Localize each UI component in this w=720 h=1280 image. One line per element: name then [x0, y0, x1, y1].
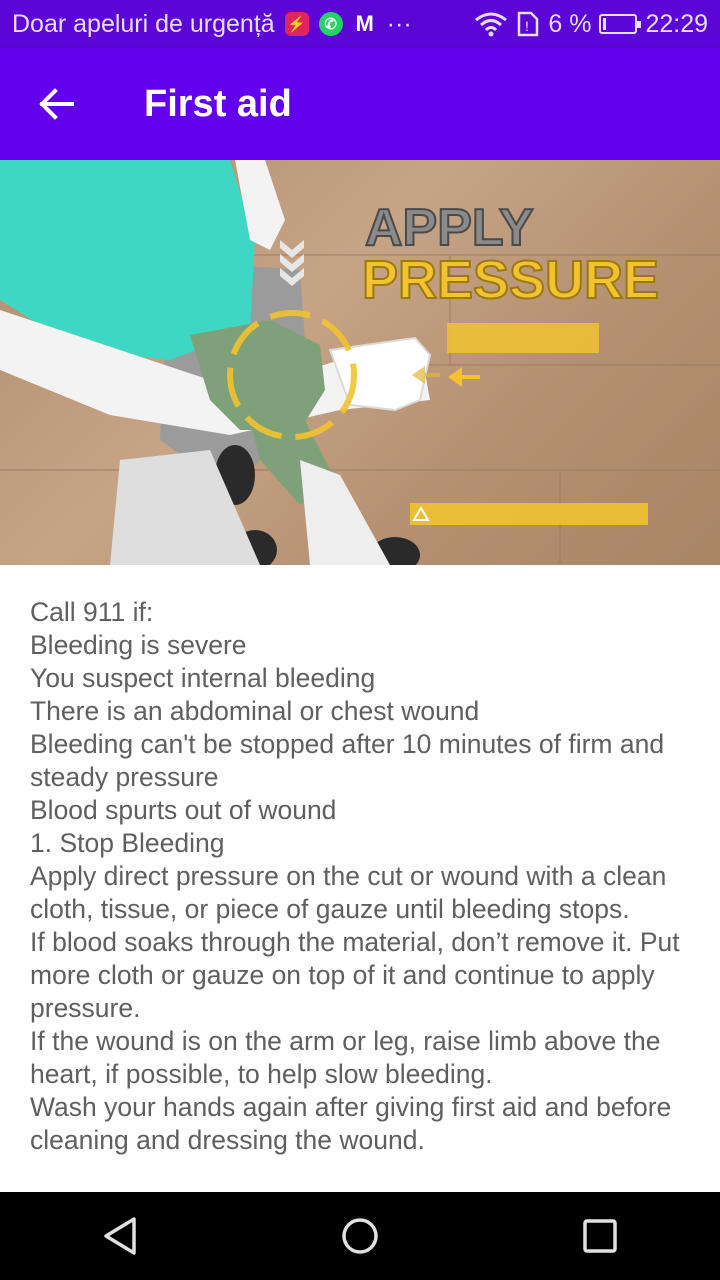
- whatsapp-icon: ✆: [319, 12, 343, 36]
- more-notifications-icon: ···: [386, 9, 412, 38]
- first-aid-instructions: [30, 596, 694, 1157]
- page-title: First aid: [144, 82, 292, 125]
- arrow-left-icon: [38, 88, 74, 120]
- status-right: [474, 10, 708, 39]
- instruction-line: Blood spurts out of wound: [30, 795, 337, 825]
- hero-heading-apply: APPLY: [365, 199, 534, 257]
- battery-percent: 6 %: [548, 9, 592, 38]
- instruction-line: 1. Stop Bleeding: [30, 828, 225, 858]
- status-left: [12, 10, 412, 39]
- instruction-line: You suspect internal bleeding: [30, 663, 376, 693]
- system-navigation-bar: [0, 1192, 720, 1280]
- svg-text:!: !: [525, 18, 530, 34]
- instruction-line: If blood soaks through the material, don’t remove it. Put more cloth or gauze on top of it and continue to apply pressure.: [30, 927, 680, 1023]
- status-bar: [0, 0, 720, 48]
- hero-heading-pressure: PRESSURE: [362, 250, 660, 310]
- app-bar: [0, 48, 720, 160]
- instruction-line: Call 911 if:: [30, 597, 154, 627]
- nav-back-button[interactable]: [70, 1192, 170, 1280]
- hero-illustration: [0, 160, 720, 565]
- instruction-line: Wash your hands again after giving first aid and before cleaning and dressing the wound.: [30, 1092, 672, 1155]
- back-button[interactable]: [28, 76, 84, 132]
- square-recents-icon: [582, 1218, 618, 1254]
- wifi-icon: [474, 11, 508, 37]
- app-notification-icon: ⚡: [285, 12, 309, 36]
- instruction-line: Bleeding can't be stopped after 10 minutes of firm and steady pressure: [30, 729, 665, 792]
- instruction-line: If the wound is on the arm or leg, raise limb above the heart, if possible, to help slow bleeding.: [30, 1026, 661, 1089]
- circle-home-icon: [340, 1216, 380, 1256]
- apply-pressure-illustration: [0, 160, 720, 565]
- nav-home-button[interactable]: [310, 1192, 410, 1280]
- battery-icon: [599, 14, 637, 34]
- clock: 22:29: [645, 9, 708, 38]
- instruction-line: Apply direct pressure on the cut or wound with a clean cloth, tissue, or piece of gauze until bleeding stops.: [30, 861, 667, 924]
- sim-icon: [516, 11, 540, 37]
- nav-recents-button[interactable]: [550, 1192, 650, 1280]
- instruction-line: Bleeding is severe: [30, 630, 247, 660]
- gmail-icon: M: [355, 11, 374, 36]
- instruction-line: There is an abdominal or chest wound: [30, 696, 480, 726]
- triangle-back-icon: [102, 1216, 138, 1256]
- carrier-text: Doar apeluri de urgență: [12, 9, 275, 38]
